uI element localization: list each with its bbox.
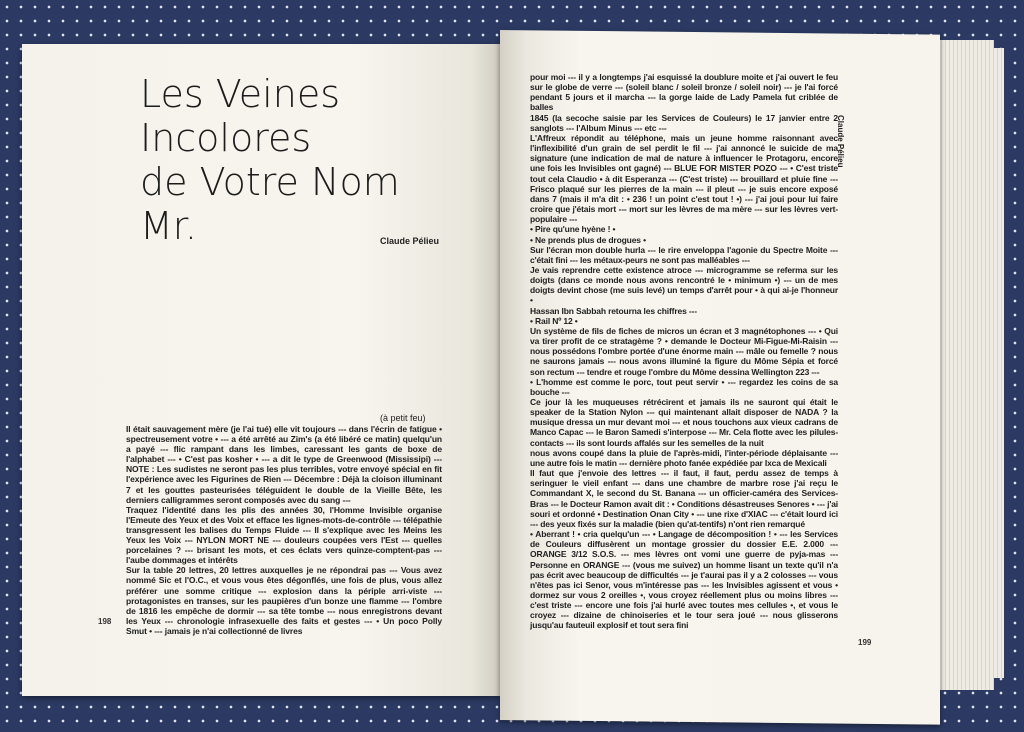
page-edges-outer (990, 48, 1004, 678)
paragraph: Sur la table 20 lettres, 20 lettres auxquelles je ne répondrai pas --- Vous avez nommé Sic et l'O.C., et vous vous êtes dégonflés, une fois de plus, vous allez préférer une somme critique --- explosion dans la périple arri-viste --- protagonistes en transes, sur les paupières d'un bonze une flamme --- l'ombre de 1816 les empêche de dormir --- sa tête tombe --- nous enregistrons devant les Yeux --- chronologie infrasexuelle des faits et gestes --- • Un poco Polly Smut • --- jamais je n'ai collectionné de livres (126, 565, 442, 636)
paragraph: 1845 (la secoche saisie par les Services de Couleurs) le 17 janvier entre 2 sanglots --- l'Album Minus --- etc --- (530, 112, 838, 133)
right-body-text (530, 72, 838, 631)
paragraph: Il faut que j'envoie des lettres --- il faut, il faut, perdu assez de temps à seringuer le vieil enfant --- dans une chambre de marbre rose j'ai reçu le Commandant X, le second du St. Banana --- un officier-caméra des Services-Bras --- le Docteur Ramon avait dit : • Conditions désastreuses Senores • --- j'ai souri et ordonné • Destination Onan City • --- une rixe d'XIAC --- c'était lourd ici --- des yeux fixés sur la maladie (bien qu'at-tentifs) n'ont rien remarqué (530, 468, 838, 529)
paragraph: Sur l'écran mon double hurla --- le rire enveloppa l'agonie du Spectre Moite --- c'était fini --- les métaux-peurs ne sont pas malléables --- (530, 244, 838, 265)
epigraph: (à petit feu) (380, 413, 426, 423)
title-line: Mr. (140, 204, 197, 248)
paragraph: Un système de fils de fiches de micros un écran et 3 magnétophones --- • Qui va tirer profit de ce stratagème ? • demande le Docteur Mi-Figue-Mi-Raisin --- nous possédons l'ombre portée d'une énorme main --- mâle ou femelle ? nous ne saurons jamais --- nous avons illuminé la figure du Môme Sépia et forcé son rectum --- tendre et rouge l'ombre du Môme dessina Wellington 223 --- (530, 325, 838, 377)
paragraph: • Ne prends plus de drogues • (530, 234, 646, 245)
page-number-left: 198 (98, 617, 112, 626)
paragraph: Il était sauvagement mère (je l'ai tué) elle vit toujours --- dans l'écrin de fatigue • spectreusement votre • --- a été arrêté au Zim's (a été libéré ce matin) quelqu'un a payé --- flic rampant dans les limbes, caressant les gants de boxe de l'alphabet --- • C'est pas kosher • --- a dit le type de Greenwood (Mississipi) --- NOTE : Les sudistes ne seront pas les plus terribles, votre envoyé spécial en fit l'expérience avec les Figurines de Rien --- Décembre : Déjà la cloison illuminant 7 et les gouttes pasteurisées téléguident le double de la Vieille Bête, les derniers calligrammes seront composés avec du sang --- (126, 424, 442, 505)
paragraph: • Rail Nº 12 • (530, 315, 578, 326)
paragraph: • Aberrant ! • cria quelqu'un --- • Langage de décomposition ! • --- les Services de Couleurs diffusèrent un montage grossier du dossier E.E. 2.000 --- ORANGE 3/12 S.O.S. --- mes lèvres ont vomi une guerre de pyja-mas --- Personne en ORANGE --- (vous me suivez) un homme lisant un texte qu'il n'a pas écrit avec beaucoup de difficultés --- je t'aurai pas il y a 2 colosses --- vous n'êtes pas ici Senor, vous m'intéresse pas --- les Invisibles agissent et vous • dormez sur vous 2 oreilles •, vous croyez réellement plus ou moins libres --- c'est triste --- encore une fois j'ai hurlé avec toutes mes cellules •, et vous le croyez --- dizaine de chinoiseries et le tour sera joué --- nous glisserons jusqu'au fauteuil explosif et tout sera fini (530, 529, 838, 631)
paragraph: Ce jour là les muqueuses rétrécirent et jamais ils ne sauront qui était le speaker de la Station Nylon --- qui maintenant allait disposer de NADA ? la musique dressa un mur devant moi --- et nous touchons aux vieux cadrans de Manco Capac --- le Baron Samedi s'interpose --- Mr. Cela flotte avec les pilules-contacts --- ils sont lourds affalés sur les semelles de la nuit (530, 397, 838, 448)
running-head: Claude Pélieu (836, 115, 845, 168)
author-name: Claude Pélieu (380, 236, 440, 246)
left-body-text (126, 424, 442, 636)
page-number-right: 199 (858, 638, 872, 647)
paragraph: Traquez l'identité dans les plis des années 30, l'Homme Invisible organise l'Emeute des Yeux et des Voix et efface les lignes-mots-de-contrôle --- télépathie transgressent les balises du Temps Fluide --- Il s'explique avec les Meins les Yeux les Voix --- NYLON MORT NE --- douleurs coupées vers l'Est --- quelles porcelaines ? --- brisant les mots, et ces éclats vers quinze-comptent-pas --- l'aube dommages et intérêts (126, 504, 442, 566)
paragraph: pour moi --- il y a longtemps j'ai esquissé la doublure moite et j'ai ouvert le feu sur le globe de verre --- (soleil blanc / soleil bronze / soleil noir) --- je l'ai forcé pendant 5 jours et il marcha --- la gorge laide de Lady Pamela fut criblée de balles (530, 72, 838, 113)
paragraph: L'Affreux répondit au téléphone, mais un jeune homme raisonnant avec l'inflexibilité d'un grain de sel perdit le fil --- j'ai annoncé le suicide de ma signature (une indication de mal de nature à influencer le Protagoru, encore une fois les Invisibles ont gagné) --- BLUE FOR MISTER POZO --- • C'est triste tout cela Claudio • à dit Esperanza --- (C'est triste) --- brouillard et pluie fine --- Frisco plaqué sur les pierres de la main --- il pleut --- je suis encore exposé dans 7 (mais il m'a dit : • 236 ! un point c'est tout ! •) --- j'ai joui pour lui faire croire que j'étais mort --- mort sur les lèvres de ma mère --- sur les lèvres vert-populaire --- (530, 132, 838, 225)
title-line: Incolores (140, 116, 312, 160)
paragraph: nous avons coupé dans la pluie de l'après-midi, l'inter-période déplaisante --- une autre fois le matin --- dernière photo fanée expédiée par Ixca de Mexicali (530, 447, 838, 468)
paragraph: • Pire qu'une hyène ! • (530, 224, 616, 235)
paragraph: Je vais reprendre cette existence atroce --- microgramme se referma sur les doigts (dans ce monde nous avons rencontré le • minimum •) --- un de mes doigts devint chose (me suis levé) un temps d'arrêt pour • à qui ai-je l'honneur • (530, 264, 838, 306)
chapter-title (140, 72, 440, 248)
paragraph: • L'homme est comme le porc, tout peut servir • --- regardez les coins de sa bouche --- (530, 376, 838, 397)
page-edges-right (934, 40, 994, 690)
paragraph: Hassan Ibn Sabbah retourna les chiffres --- (530, 305, 697, 316)
title-line: de Votre Nom (140, 160, 400, 204)
title-line: Les Veines (140, 72, 341, 116)
